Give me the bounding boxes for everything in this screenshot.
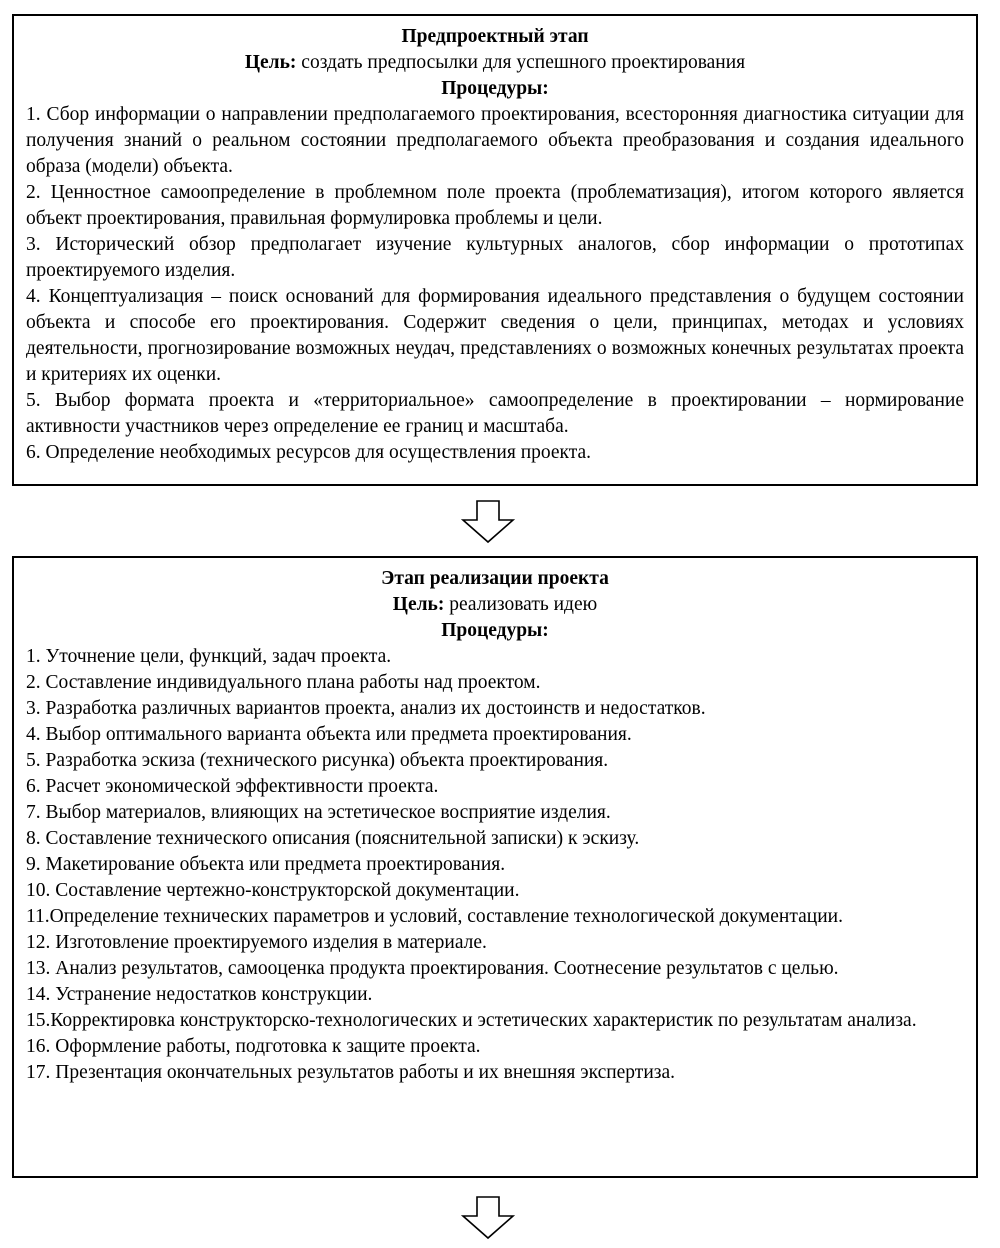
down-arrow-icon xyxy=(460,1196,516,1240)
procedure-item: 3. Исторический обзор предполагает изучение культурных аналогов, сбор информации о прототипах проектируемого изделия. xyxy=(26,234,964,281)
procedure-list xyxy=(26,102,964,466)
procedure-item: 4. Выбор оптимального варианта объекта или предмета проектирования. xyxy=(26,724,632,745)
stage-goal xyxy=(26,50,964,76)
procedure-item: 11.Определение технических параметров и условий, составление технологической документации. xyxy=(26,906,843,927)
procedure-item: 2. Ценностное самоопределение в проблемном поле проекта (проблематизация), итогом которого является объект проектирования, правильная формулировка проблемы и цели. xyxy=(26,182,964,229)
procedures-heading: Процедуры: xyxy=(441,620,549,641)
procedure-item: 15.Корректировка конструкторско-технологических и эстетических характеристик по результатам анализа. xyxy=(26,1010,917,1031)
procedure-list xyxy=(26,644,964,1086)
procedure-item: 12. Изготовление проектируемого изделия в материале. xyxy=(26,932,487,953)
procedures-heading: Процедуры: xyxy=(441,78,549,99)
procedure-item: 2. Составление индивидуального плана работы над проектом. xyxy=(26,672,541,693)
procedure-item: 5. Выбор формата проекта и «территориальное» самоопределение в проектировании – нормирование активности участников через определение ее границ и масштаба. xyxy=(26,390,964,437)
procedure-item: 10. Составление чертежно-конструкторской документации. xyxy=(26,880,520,901)
procedure-item: 5. Разработка эскиза (технического рисунка) объекта проектирования. xyxy=(26,750,609,771)
procedure-item: 7. Выбор материалов, влияющих на эстетическое восприятие изделия. xyxy=(26,802,611,823)
goal-text: реализовать идею xyxy=(449,594,598,615)
procedure-item: 4. Концептуализация – поиск оснований для формирования идеального представления о будущем состоянии объекта и способе его проектирования. Содержит сведения о цели, принципах, методах и условиях деятельности, прогнозирование возможных неудач, представлениях о возможных конечных результатах проекта и критериях их оценки. xyxy=(26,286,964,385)
implementation-stage-box xyxy=(12,556,978,1178)
procedure-item: 17. Презентация окончательных результатов работы и их внешняя экспертиза. xyxy=(26,1062,675,1083)
preproject-stage-box xyxy=(12,14,978,486)
procedure-item: 1. Сбор информации о направлении предполагаемого проектирования, всесторонняя диагностика ситуации для получения знаний о реальном состоянии предполагаемого объекта преобразования и создания идеального образа (модели) объекта. xyxy=(26,104,964,177)
goal-label: Цель: xyxy=(392,594,445,615)
down-arrow-icon xyxy=(460,500,516,544)
procedure-item: 1. Уточнение цели, функций, задач проекта. xyxy=(26,646,392,667)
procedure-item: 6. Определение необходимых ресурсов для осуществления проекта. xyxy=(26,442,592,463)
goal-label: Цель: xyxy=(244,52,297,73)
stage-title: Этап реализации проекта xyxy=(381,568,609,589)
procedure-item: 16. Оформление работы, подготовка к защите проекта. xyxy=(26,1036,481,1057)
procedure-item: 3. Разработка различных вариантов проекта, анализ их достоинств и недостатков. xyxy=(26,698,706,719)
stage-goal xyxy=(26,592,964,618)
procedure-item: 6. Расчет экономической эффективности проекта. xyxy=(26,776,439,797)
stage-title: Предпроектный этап xyxy=(401,26,589,47)
goal-text: создать предпосылки для успешного проектирования xyxy=(301,52,746,73)
procedure-item: 14. Устранение недостатков конструкции. xyxy=(26,984,373,1005)
procedure-item: 13. Анализ результатов, самооценка продукта проектирования. Соотнесение результатов с целью. xyxy=(26,958,839,979)
procedure-item: 8. Составление технического описания (пояснительной записки) к эскизу. xyxy=(26,828,640,849)
procedure-item: 9. Макетирование объекта или предмета проектирования. xyxy=(26,854,506,875)
